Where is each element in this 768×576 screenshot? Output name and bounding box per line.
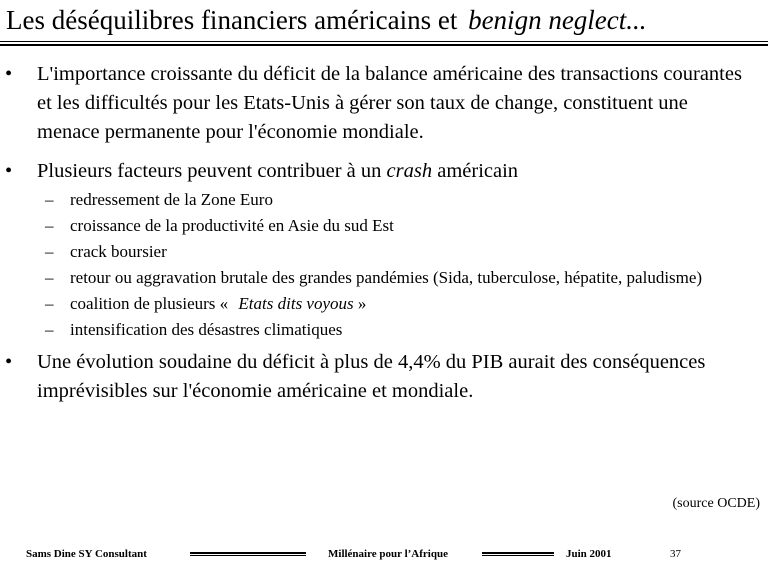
- sub-text: redressement de la Zone Euro: [70, 190, 273, 209]
- sub-marker: –: [45, 268, 54, 287]
- bullet-marker: •: [5, 63, 13, 85]
- sub-item: [0, 293, 768, 314]
- sub-list: [0, 189, 768, 340]
- bullet-item: [0, 157, 768, 186]
- footer-center: Millénaire pour l’Afrique: [328, 548, 448, 560]
- sub-text-italic: Etats dits voyous: [238, 294, 354, 313]
- page-number: 37: [670, 548, 681, 560]
- slide-body: [0, 56, 768, 406]
- sub-marker: –: [45, 216, 54, 235]
- source-note: (source OCDE): [672, 496, 760, 511]
- bullet-item: [0, 348, 768, 406]
- bullet-text-before: Plusieurs facteurs peuvent contribuer à un: [37, 160, 382, 182]
- sub-text: intensification des désastres climatiques: [70, 320, 343, 339]
- sub-marker: –: [45, 294, 54, 313]
- footer-rule-left: [190, 552, 306, 556]
- sub-marker: –: [45, 190, 54, 209]
- sub-text-after: »: [357, 294, 367, 313]
- footer-author: Sams Dine SY Consultant: [26, 548, 147, 560]
- sub-marker: –: [45, 320, 54, 339]
- sub-item: [0, 241, 768, 262]
- sub-text: crack boursier: [70, 242, 167, 261]
- title-italic: benign neglect...: [468, 5, 647, 35]
- bullet-item: [0, 60, 768, 147]
- bullet-marker: •: [5, 351, 13, 373]
- sub-item: [0, 319, 768, 340]
- bullet-text: Une évolution soudaine du déficit à plus de 4,4% du PIB aurait des conséquences imprévisibles sur l'économie américaine et mondiale.: [37, 351, 706, 402]
- sub-item: [0, 215, 768, 236]
- title-underline: [0, 41, 768, 46]
- sub-text: croissance de la productivité en Asie du sud Est: [70, 216, 394, 235]
- title-regular: Les déséquilibres financiers américains et: [6, 5, 458, 35]
- sub-marker: –: [45, 242, 54, 261]
- bullet-text-after: américain: [437, 160, 519, 182]
- slide-footer: [0, 548, 768, 568]
- bullet-text-italic: crash: [386, 160, 433, 182]
- sub-item: [0, 189, 768, 210]
- bullet-text: L'importance croissante du déficit de la balance américaine des transactions courantes et les difficultés pour les Etats-Unis à gérer son taux de change, constituent une menace permanente pour l'économie mondiale.: [37, 63, 742, 143]
- sub-text-before: coalition de plusieurs «: [70, 294, 229, 313]
- footer-rule-right: [482, 552, 554, 556]
- bullet-marker: •: [5, 160, 13, 182]
- slide-title: [6, 2, 762, 38]
- footer-date: Juin 2001: [566, 548, 612, 560]
- sub-item: [0, 267, 768, 288]
- sub-text: retour ou aggravation brutale des grandes pandémies (Sida, tuberculose, hépatite, paludisme): [70, 268, 703, 287]
